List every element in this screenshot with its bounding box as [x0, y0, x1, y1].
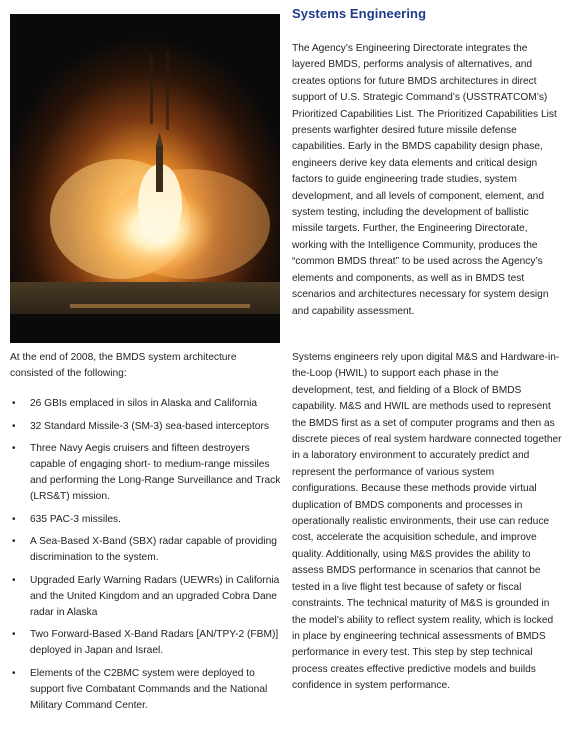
bullet-marker: •	[12, 574, 16, 586]
bullet-marker: •	[12, 398, 16, 409]
bullet-marker: •	[12, 420, 16, 432]
list-item: • 26 GBIs emplaced in silos in Alaska and California	[10, 396, 282, 412]
bullet-marker: •	[12, 629, 16, 640]
list-item: • 32 Standard Missile-3 (SM-3) sea-based interceptors	[10, 419, 282, 435]
bullet-marker: •	[12, 513, 16, 525]
engineering-directorate-paragraph: The Agency’s Engineering Directorate integrates the layered BMDS, performs analysis of alternatives, and creates options for future BMDS architectures in direct support of U.S. Strategic Command’s (USSTRATCOM’s) Prioritized Capabilities List. The Prioritized Capabilities List presents warfighter desired future missile defense capabilities. Early in the BMDS capability design phase, engineers derive key data elements and critical design factors to guide engineering trade studies, system development, and all levels of component, element, and system testing, including the development of ballistic missile targets. Further, the Engineering Directorate, working with the Intelligence Community, produces the “common BMDS threat” to be used across the Agency’s elements and components, as well as in BMDS test scenarios and architectures necessary for system design and capability assessment.	[292, 43, 557, 317]
section-heading: Systems Engineering	[292, 6, 427, 21]
list-item: • A Sea-Based X-Band (SBX) radar capable of providing discrimination to the system.	[12, 536, 277, 563]
architecture-intro: At the end of 2008, the BMDS system architecture consisted of the following:	[10, 352, 237, 380]
list-item: • 635 PAC-3 missiles.	[10, 512, 282, 528]
bullet-marker: •	[12, 667, 16, 679]
list-item: • Elements of the C2BMC system were deployed to support five Combatant Commands and the National Military Command Center.	[12, 667, 268, 711]
rocket-launch-photo	[10, 14, 280, 343]
modeling-simulation-paragraph: Systems engineers rely upon digital M&S and Hardware-in-the-Loop (HWIL) to support each phase in the development, test, and fielding of a Block of BMDS capability. M&S and HWIL are methods used to represent the BMDS first as a set of computer programs and then as discrete pieces of real system hardware connected together in a laboratory environment to accurately predict and represent the performance of various system configurations. Because these methods provide virtual duplication of BMDS components and processes in operationally realistic environments, their use can reduce cost, accelerate the acquisition schedule, and improve quality. Additionally, using M&S provides the ability to assess BMDS performance in scenarios that cannot be tested in a live flight test because of safety or fiscal constraints. The technical maturity of M&S is grounded in the model’s ability to reflect system reality, which is locked in place by engineering technical assessments of BMDS performance in every test. This step by step technical process creates effective predictive models and builds confidence in system performance.	[292, 352, 562, 692]
list-item: • Two Forward-Based X-Band Radars [AN/TPY-2 (FBM)] deployed in Japan and Israel.	[12, 629, 279, 656]
architecture-list	[10, 396, 282, 720]
bullet-marker: •	[12, 536, 16, 547]
list-item: • Three Navy Aegis cruisers and fifteen destroyers capable of engaging short- to medium-range missiles and performing the Long-Range Surveillance and Track (LRS&T) mission.	[12, 443, 281, 502]
bullet-marker: •	[12, 443, 16, 454]
list-item: • Upgraded Early Warning Radars (UEWRs) in California and the United Kingdom and an upgraded Cobra Dane radar in Alaska	[12, 574, 280, 618]
